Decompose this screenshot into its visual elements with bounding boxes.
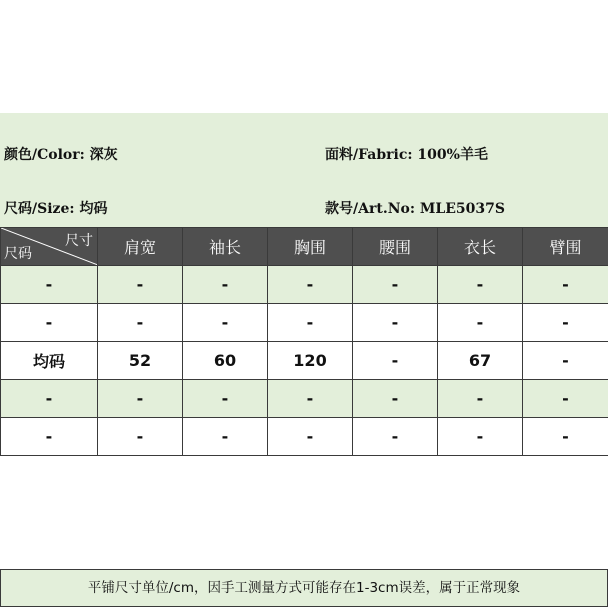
size-chart-sheet <box>0 113 608 596</box>
size-value: 均码 <box>79 201 108 217</box>
color-value: 深灰 <box>89 147 118 163</box>
table-cell: 120 <box>268 342 353 380</box>
table-cell: - <box>523 304 608 342</box>
table-row <box>1 342 608 380</box>
table-cell: - <box>353 418 438 456</box>
table-cell: - <box>438 380 523 418</box>
table-cell: - <box>268 304 353 342</box>
table-cell: - <box>268 418 353 456</box>
table-cell: - <box>438 266 523 304</box>
table-row <box>1 380 608 418</box>
table-cell: - <box>268 380 353 418</box>
column-header-arm: 臂围 <box>523 228 608 266</box>
color-info <box>4 144 118 164</box>
table-cell: - <box>183 304 268 342</box>
column-header-chest: 胸围 <box>268 228 353 266</box>
size-info <box>4 198 107 218</box>
table-cell: - <box>98 418 183 456</box>
corner-header-cell <box>1 228 98 266</box>
table-header-row <box>1 228 608 266</box>
table-cell: - <box>183 266 268 304</box>
column-header-waist: 腰围 <box>353 228 438 266</box>
table-cell: - <box>353 342 438 380</box>
table-cell: - <box>1 304 98 342</box>
table-cell: - <box>523 266 608 304</box>
measurement-footnote: 平铺尺寸单位/cm，因手工测量方式可能存在1-3cm误差，属于正常现象 <box>0 569 608 607</box>
info-row-size-art <box>0 189 608 227</box>
column-header-shoulder: 肩宽 <box>98 228 183 266</box>
table-cell: - <box>523 418 608 456</box>
table-row <box>1 304 608 342</box>
column-header-sleeve: 袖长 <box>183 228 268 266</box>
table-cell: - <box>523 342 608 380</box>
info-row-color-fabric <box>0 113 608 190</box>
table-cell: - <box>1 266 98 304</box>
fabric-label: 面料/Fabric: <box>325 147 413 163</box>
size-table <box>0 227 608 456</box>
table-cell: 60 <box>183 342 268 380</box>
color-label: 颜色/Color: <box>4 147 85 163</box>
corner-label-bottom: 尺码 <box>4 246 32 262</box>
table-cell: - <box>98 266 183 304</box>
table-cell: - <box>353 380 438 418</box>
table-cell: - <box>98 380 183 418</box>
table-cell: - <box>268 266 353 304</box>
fabric-value: 100%羊毛 <box>417 147 488 163</box>
table-cell: - <box>183 418 268 456</box>
table-cell: 67 <box>438 342 523 380</box>
table-row <box>1 418 608 456</box>
table-cell: - <box>438 304 523 342</box>
corner-label-top: 尺寸 <box>65 233 93 249</box>
art-label: 款号/Art.No: <box>325 201 415 217</box>
table-cell: - <box>1 418 98 456</box>
art-value: MLE5037S <box>419 201 505 217</box>
table-cell: 均码 <box>1 342 98 380</box>
table-cell: - <box>438 418 523 456</box>
table-cell: - <box>98 304 183 342</box>
table-cell: 52 <box>98 342 183 380</box>
column-header-length: 衣长 <box>438 228 523 266</box>
table-cell: - <box>523 380 608 418</box>
fabric-info <box>325 144 488 164</box>
table-cell: - <box>353 266 438 304</box>
table-cell: - <box>1 380 98 418</box>
table-cell: - <box>183 380 268 418</box>
table-row <box>1 266 608 304</box>
table-cell: - <box>353 304 438 342</box>
art-info <box>325 198 505 218</box>
size-label: 尺码/Size: <box>4 201 75 217</box>
